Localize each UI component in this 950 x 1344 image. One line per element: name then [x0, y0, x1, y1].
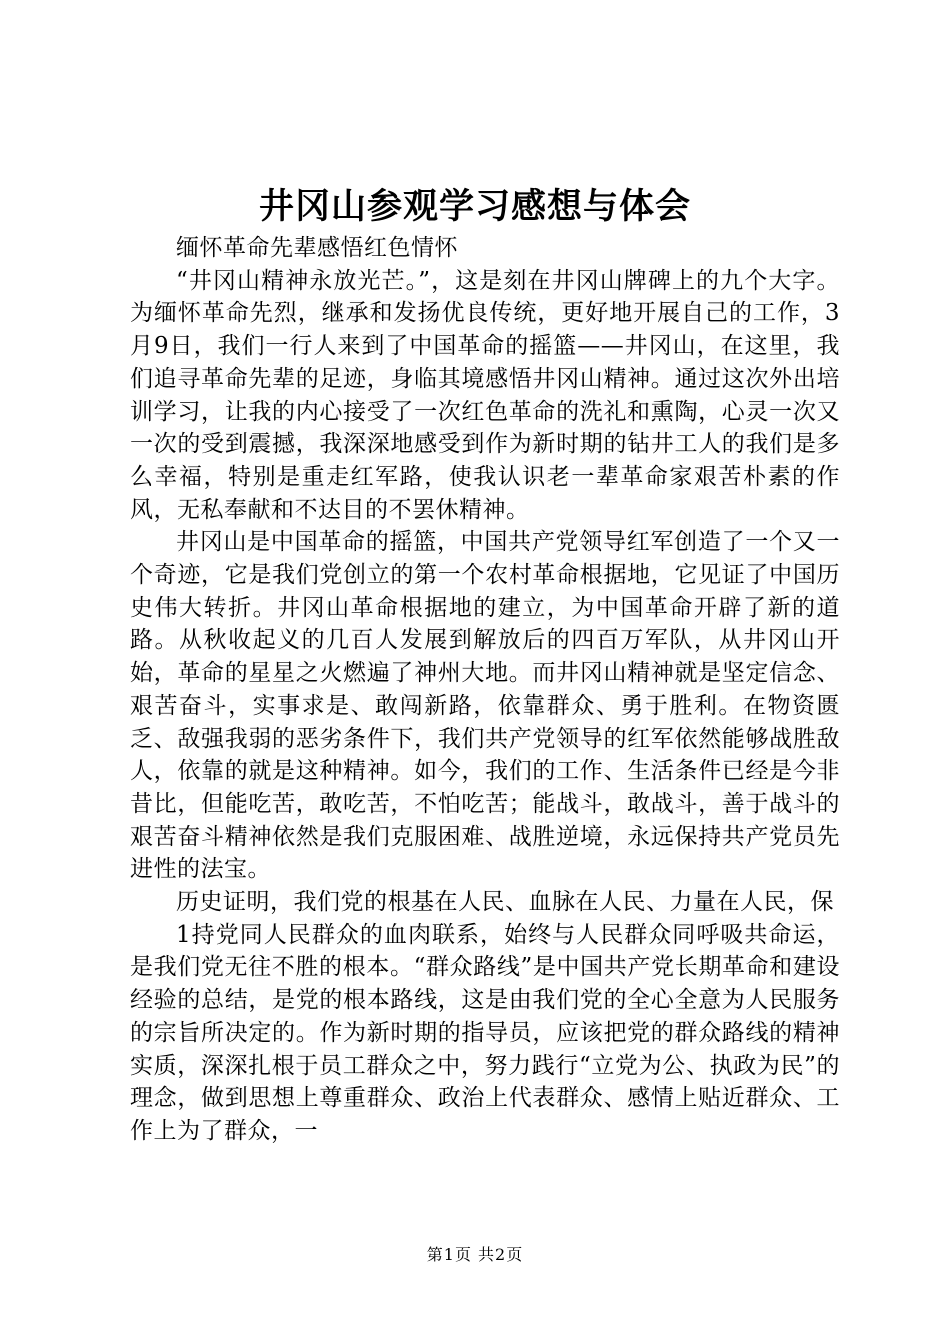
body-paragraph: 井冈山是中国革命的摇篮，中国共产党领导红军创造了一个又一个奇迹，它是我们党创立的第一个农村革命根据地，它见证了中国历史伟大转折。井冈山革命根据地的建立，为中国革命开辟了新的道路。从秋收起义的几百人发展到解放后的四百万军队，从井冈山开始，革命的星星之火燃遍了神州大地。而井冈山精神就是坚定信念、艰苦奋斗，实事求是、敢闯新路，依靠群众、勇于胜利。在物资匮乏、敌强我弱的恶劣条件下，我们共产党领导的红军依然能够战胜敌人，依靠的就是这种精神。如今，我们的工作、生活条件已经是今非昔比，但能吃苦，敢吃苦，不怕吃苦；能战斗，敢战斗，善于战斗的艰苦奋斗精神依然是我们克服困难、战胜逆境，永远保持共产党员先进性的法宝。 [130, 529, 840, 883]
document-body [130, 232, 840, 1148]
subtitle-paragraph: 缅怀革命先辈感悟红色情怀 [176, 235, 458, 261]
body-paragraph: 历史证明，我们党的根基在人民、血脉在人民、力量在人民，保 [176, 889, 834, 916]
document-title: 井冈山参观学习感想与体会 [258, 186, 691, 227]
page-number-footer: 第1页 共2页 [426, 1245, 524, 1264]
body-paragraph: 1持党同人民群众的血肉联系，始终与人民群众同呼吸共命运，是我们党无往不胜的根本。“群众路线”是中国共产党长期革命和建设经验的总结，是党的根本路线，这是由我们党的全心全意为人民服务的宗旨所决定的。作为新时期的指导员，应该把党的群众路线的精神实质，深深扎根于员工群众之中，努力践行“立党为公、执政为民”的理念，做到思想上尊重群众、政治上代表群众、感情上贴近群众、工作上为了群众，一 [130, 921, 840, 1144]
body-paragraph: “井冈山精神永放光芒。”，这是刻在井冈山牌碑上的九个大字。为缅怀革命先烈，继承和发扬优良传统，更好地开展自己的工作，3月9日，我们一行人来到了中国革命的摇篮——井冈山，在这里，我们追寻革命先辈的足迹，身临其境感悟井冈山精神。通过这次外出培训学习，让我的内心接受了一次红色革命的洗礼和熏陶，心灵一次又一次的受到震撼，我深深地感受到作为新时期的钻井工人的我们是多么幸福，特别是重走红军路，使我认识老一辈革命家艰苦朴素的作风，无私奉献和不达目的不罢休精神。 [130, 267, 840, 523]
